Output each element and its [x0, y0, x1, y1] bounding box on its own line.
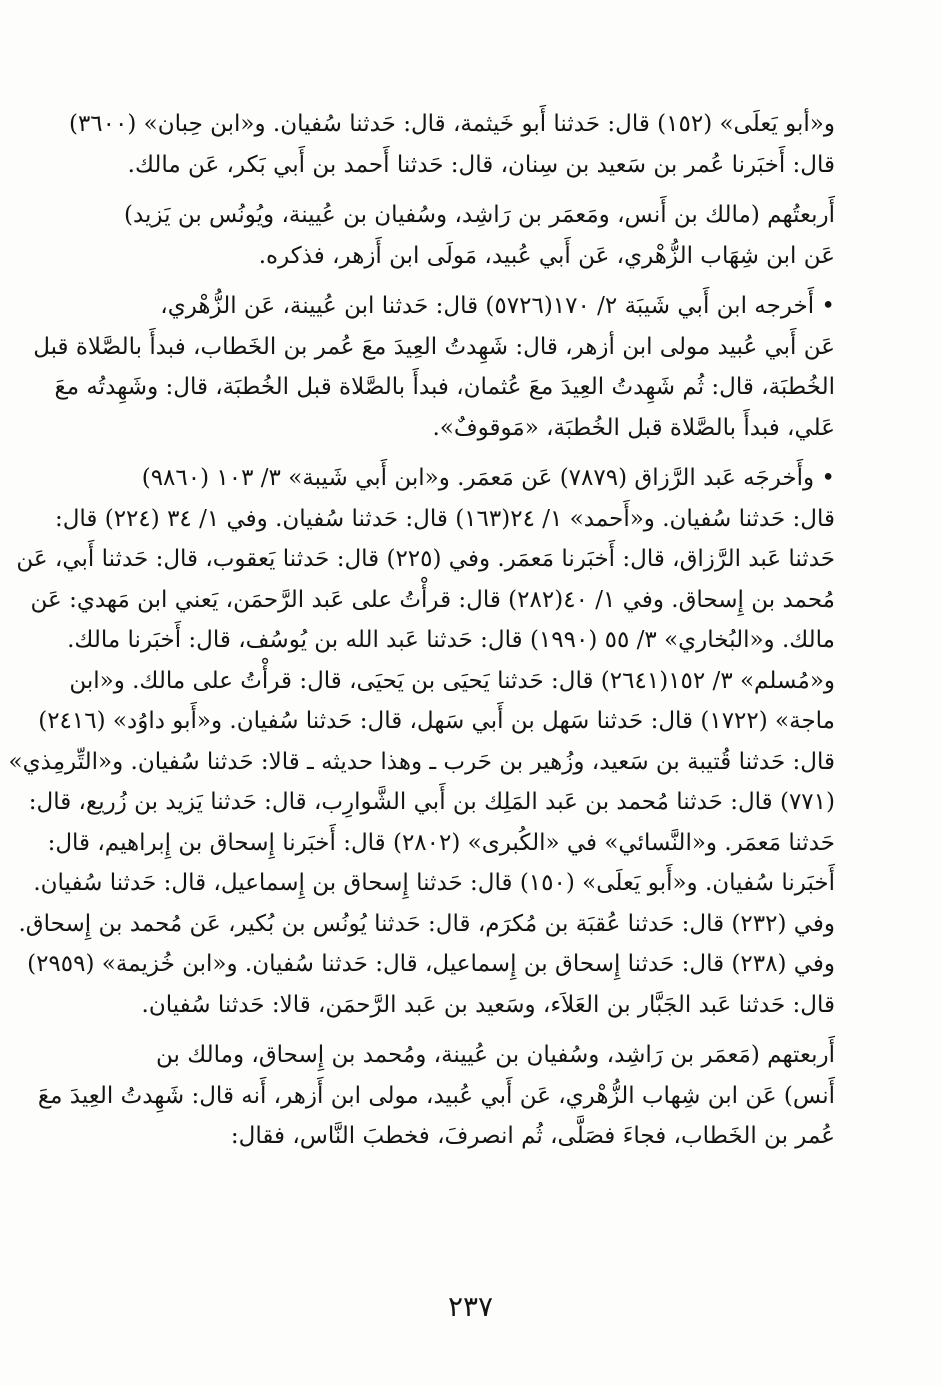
- paragraph-1: [68, 104, 835, 185]
- text-line: مُحمد بن إِسحاق. وفي ١/ ٤٠(٢٨٢) قال: قرأْتُ على عَبد الرَّحمَن، يَعني ابن مَهدي: عَن: [30, 586, 835, 613]
- text-line: حَدثنا عَبد الرَّزاق، قال: أَخبَرنا مَعمَر. وفي (٢٢٥) قال: حَدثنا يَعقوب، قال: حَدثنا أَبي، عَن: [16, 546, 835, 572]
- text-line: • أَخرجه ابن أَبي شَيبَة ٢/ ١٧٠(٥٧٢٦) قال: حَدثنا ابن عُيينة، عَن الزُّهْري،: [160, 293, 835, 319]
- text-line: الخُطبَة، قال: ثُم شَهِدتُ العِيدَ معَ عُثمان، فبدأَ بالصَّلاة قبل الخُطبَة، قال: وشَهِدتُه معَ: [54, 374, 835, 400]
- paragraph-4: [8, 458, 835, 1025]
- text-line: عَن ابن شِهَاب الزُّهْري، عَن أَبي عُبيد، مَولَى ابن أَزهر، فذكره.: [258, 242, 835, 269]
- text-line: أَربعتُهم (مالك بن أَنس، ومَعمَر بن رَاشِد، وسُفيان بن عُيينة، ويُونُس بن يَزيد): [123, 202, 835, 228]
- text-line: و«مُسلم» ٣/ ١٥٢(٢٦٤١) قال: حَدثنا يَحيَى بن يَحيَى، قال: قرأْتُ على مالك. و«ابن: [69, 667, 835, 694]
- text-line: (٧٧١) قال: حَدثنا مُحمد بن عَبد المَلِك بن أَبي الشَّوارِب، قال: حَدثنا يَزيد بن زُريع، قال:: [28, 789, 835, 815]
- text-line: قال: أَخبَرنا عُمر بن سَعيد بن سِنان، قال: حَدثنا أَحمد بن أَبي بَكر، عَن مالك.: [127, 151, 835, 178]
- text-line: و«أبو يَعلَى» (١٥٢) قال: حَدثنا أَبو خَيثمة، قال: حَدثنا سُفيان. و«ابن حِبان» (٣٦٠٠): [68, 111, 835, 137]
- text-line: أَنس) عَن ابن شِهاب الزُّهْري، عَن أَبي عُبيد، مولى ابن أَزهر، أَنه قال: شَهِدتُ العِيدَ معَ: [37, 1082, 835, 1109]
- text-line: وفي (٢٣٨) قال: حَدثنا إِسحاق بن إِسماعيل، قال: حَدثنا سُفيان. و«ابن خُزيمة» (٢٩٥٩): [27, 951, 835, 977]
- text-line: قال: حَدثنا سُفيان. و«أَحمد» ١/ ٢٤(١٦٣) قال: حَدثنا سُفيان. وفي ١/ ٣٤ (٢٢٤) قال:: [54, 505, 835, 532]
- text-line: وفي (٢٣٢) قال: حَدثنا عُقبَة بن مُكرَم، قال: حَدثنا يُونُس بن بُكير، عَن مُحمد بن إِسحاق.: [18, 910, 835, 937]
- paragraph-5: [37, 1035, 835, 1157]
- text-line: عَن أَبي عُبيد مولى ابن أزهر، قال: شَهِدتُ العِيدَ معَ عُمر بن الخَطاب، فبدأَ بالصَّلاة قبل: [33, 333, 835, 360]
- text-line: ماجة» (١٧٢٢) قال: حَدثنا سَهل بن أَبي سَهل، قال: حَدثنا سُفيان. و«أَبو داوُد» (٢٤١٦): [38, 708, 835, 734]
- text-line: عَلي، فبدأَ بالصَّلاة قبل الخُطبَة، «مَوقوفٌ».: [432, 414, 835, 441]
- page-number: ٢٣٧: [447, 1290, 494, 1323]
- text-line: أَخبَرنا سُفيان. و«أَبو يَعلَى» (١٥٠) قال: حَدثنا إِسحاق بن إِسماعيل، قال: حَدثنا سُفيان.: [33, 870, 835, 896]
- paragraph-3: [33, 286, 835, 448]
- text-line: عُمر بن الخَطاب، فجاءَ فصَلَّى، ثُم انصرفَ، فخطبَ النَّاس، فقال:: [230, 1123, 835, 1149]
- text-line: قال: حَدثنا عَبد الجَبَّار بن العَلاَء، وسَعيد بن عَبد الرَّحمَن، قالا: حَدثنا سُفيان.: [141, 991, 835, 1018]
- text-line: حَدثنا مَعمَر. و«النَّسائي» في «الكُبرى» (٢٨٠٢) قال: أَخبَرنا إِسحاق بن إِبراهيم، قال:: [47, 829, 835, 856]
- text-line: • وأَخرجَه عَبد الرَّزاق (٧٨٧٩) عَن مَعمَر. و«ابن أَبي شَيبة» ٣/ ١٠٣ (٩٨٦٠): [141, 465, 835, 491]
- paragraph-2: [105, 195, 835, 276]
- text-line: أَربعتهم (مَعمَر بن رَاشِد، وسُفيان بن عُيينة، ومُحمد بن إِسحاق، ومالك بن: [156, 1042, 835, 1068]
- text-line: قال: حَدثنا قُتيبة بن سَعيد، وزُهير بن حَرب ـ وهذا حديثه ـ قالا: حَدثنا سُفيان. و«التِّرمِذي»: [8, 748, 835, 775]
- hadith-text: [8, 104, 835, 1167]
- text-line: مالك. و«البُخاري» ٣/ ٥٥ (١٩٩٠) قال: حَدثنا عَبد الله بن يُوسُف، قال: أَخبَرنا مالك.: [67, 627, 835, 653]
